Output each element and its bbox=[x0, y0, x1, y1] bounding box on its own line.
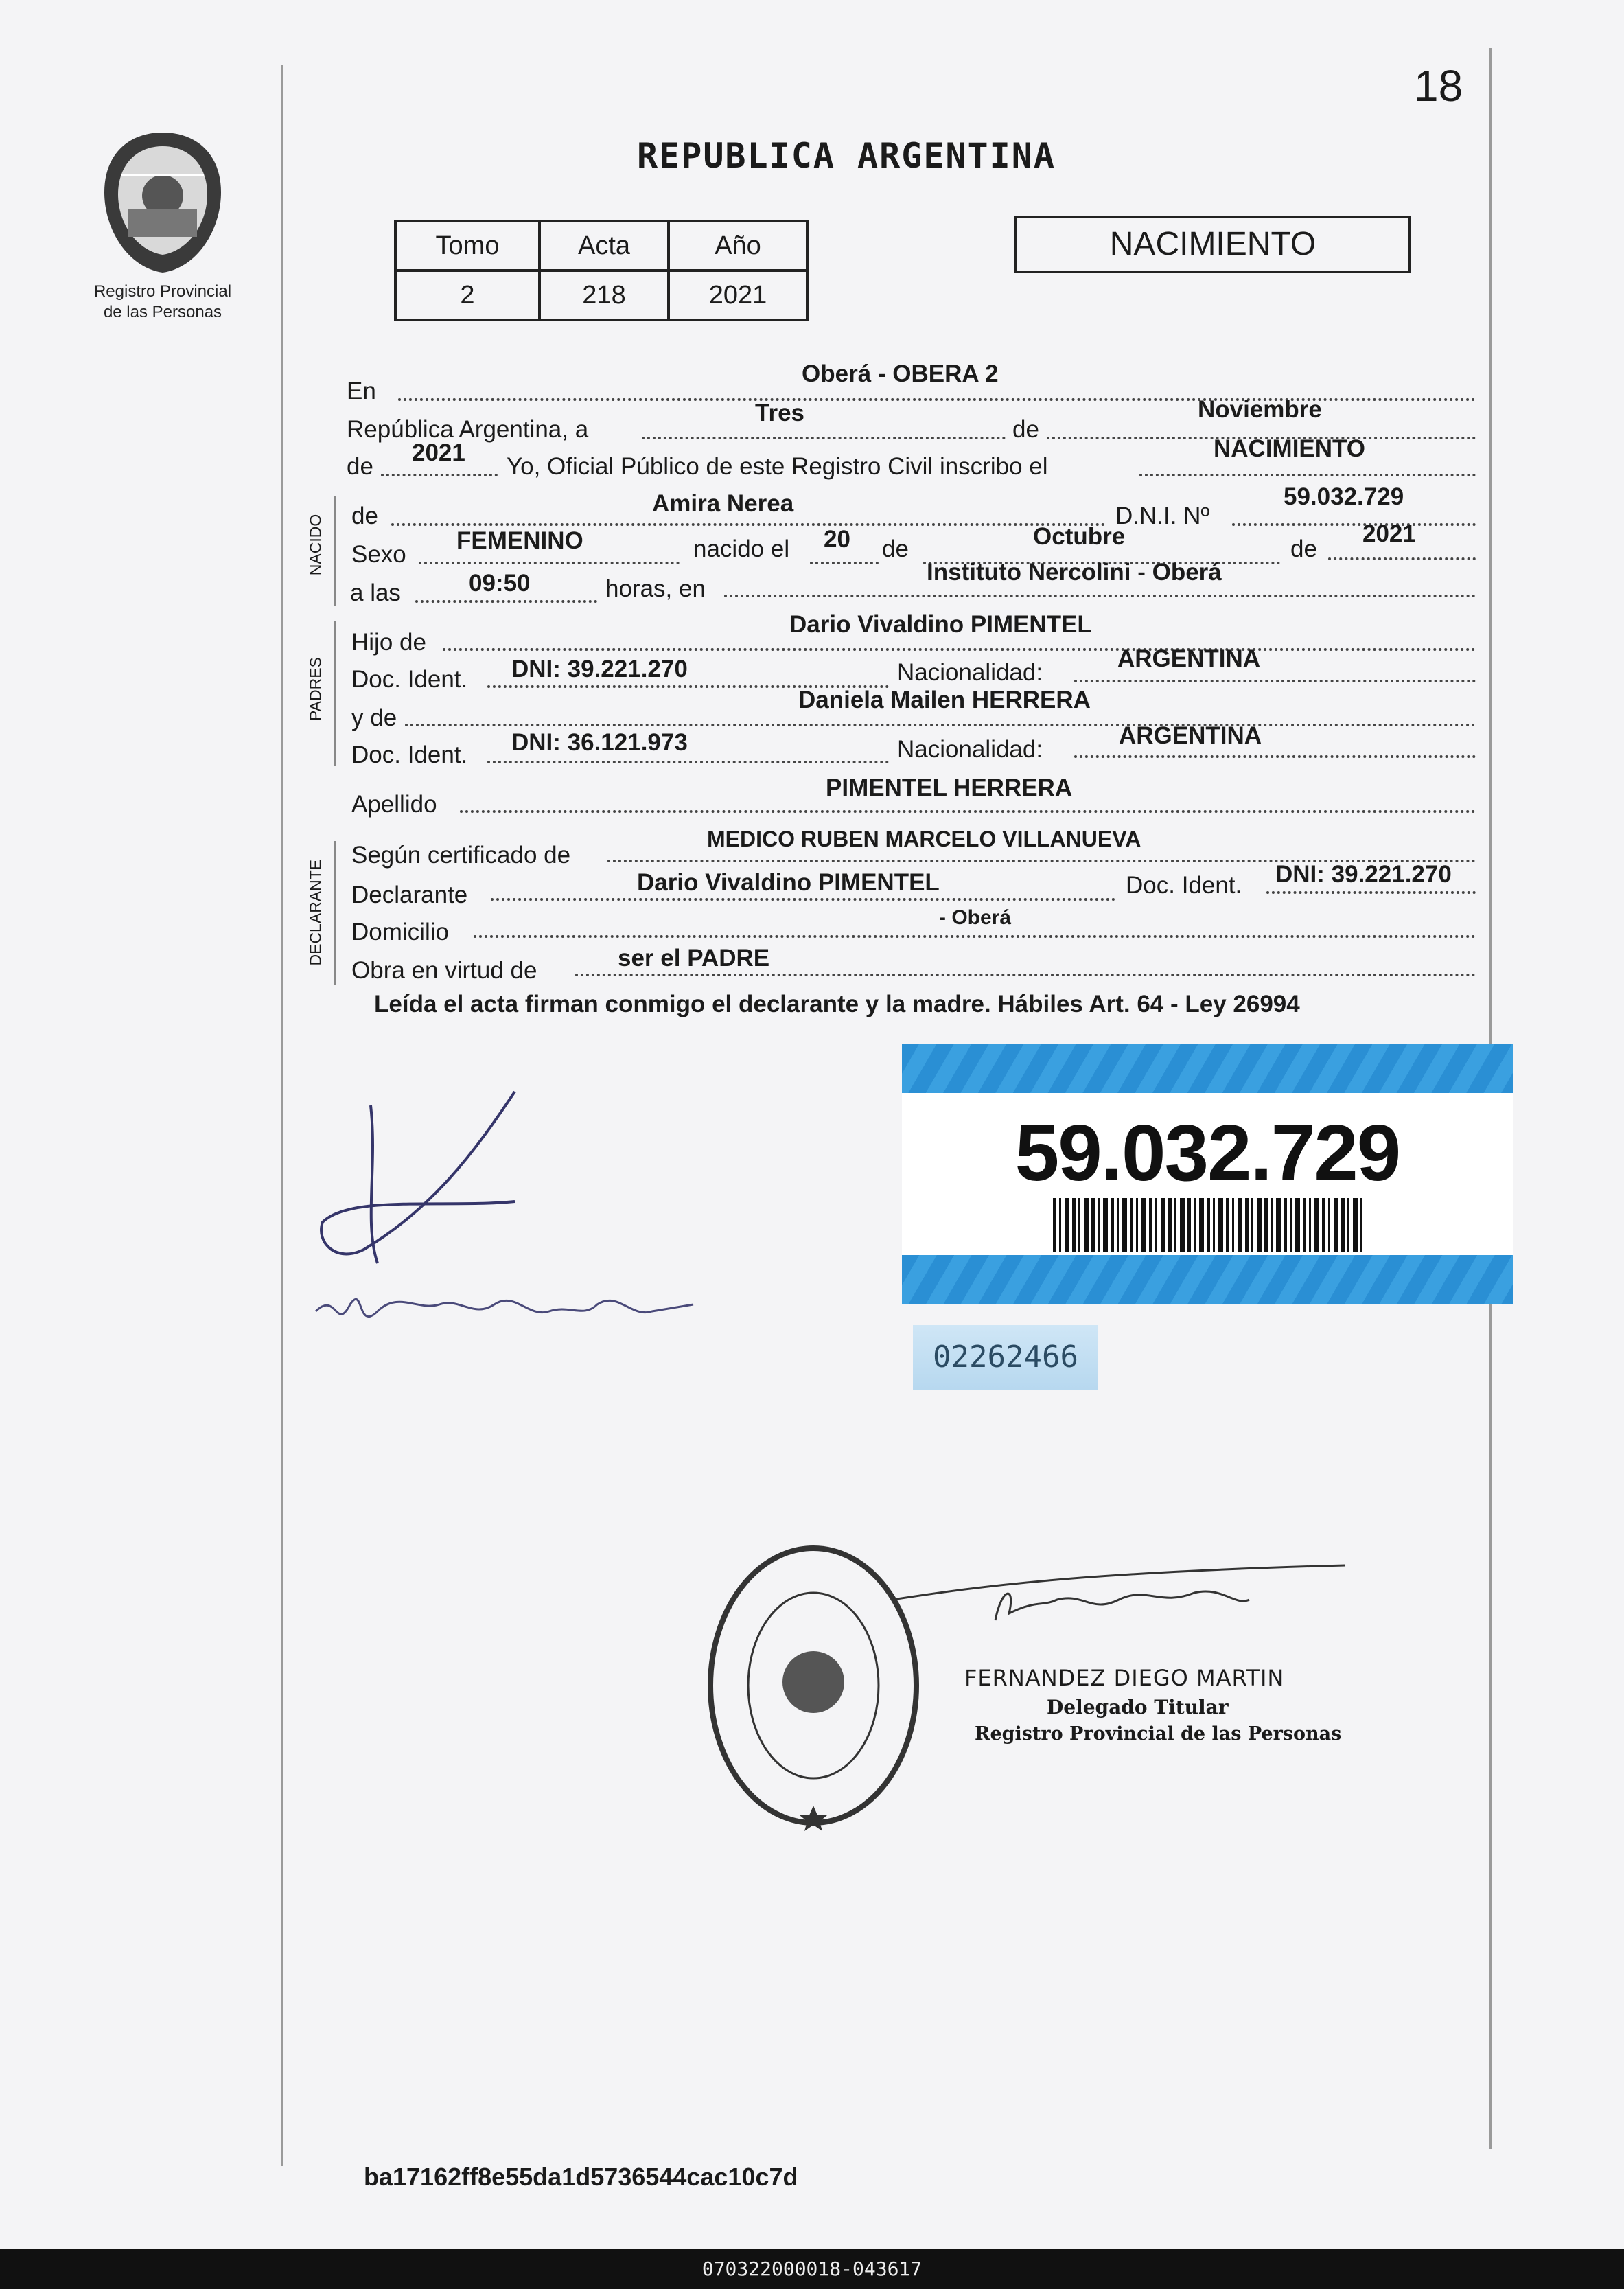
dots-declarante-doc bbox=[1266, 891, 1476, 894]
official-org: Registro Provincial de las Personas bbox=[975, 1723, 1342, 1745]
label-doc-ident-padre: Doc. Ident. bbox=[351, 666, 468, 693]
dots-madre-nac bbox=[1074, 755, 1476, 758]
label-de-mes: de bbox=[1012, 416, 1039, 443]
header-tomo: Tomo bbox=[395, 221, 540, 271]
label-horas-en: horas, en bbox=[605, 575, 706, 602]
logo-caption-2: de las Personas bbox=[103, 303, 222, 321]
value-declarante: Dario Vivaldino PIMENTEL bbox=[637, 869, 940, 896]
sticker-band-bottom bbox=[902, 1255, 1513, 1304]
nacido-bracket bbox=[334, 496, 336, 606]
left-margin-line bbox=[281, 65, 283, 2166]
dots-padre-nac bbox=[1074, 680, 1476, 682]
official-role: Delegado Titular bbox=[1047, 1696, 1229, 1718]
label-de-nac-mes: de bbox=[882, 536, 909, 562]
label-de-nombre: de bbox=[351, 503, 378, 529]
dots-madre bbox=[405, 724, 1476, 726]
label-declarante: Declarante bbox=[351, 882, 468, 908]
label-oficial: Yo, Oficial Público de este Registro Civil inscribo el bbox=[507, 453, 1048, 480]
document-hash: ba17162ff8e55da1d5736544cac10c7d bbox=[364, 2163, 798, 2191]
dots-domicilio bbox=[474, 935, 1476, 938]
dni-sticker bbox=[902, 1044, 1513, 1304]
value-dia: Tres bbox=[755, 400, 804, 426]
value-nac-anio: 2021 bbox=[1362, 520, 1416, 547]
serial-sticker: 02262466 bbox=[913, 1325, 1098, 1390]
value-padre-nac: ARGENTINA bbox=[1117, 645, 1261, 672]
value-anio: 2021 bbox=[412, 439, 465, 466]
label-hijo-de: Hijo de bbox=[351, 629, 426, 656]
label-doc-ident-declarante: Doc. Ident. bbox=[1126, 872, 1242, 899]
document-title: REPUBLICA ARGENTINA bbox=[637, 136, 1056, 176]
value-anio: 2021 bbox=[669, 271, 807, 320]
side-label-declarante: DECLARANTE bbox=[306, 859, 325, 966]
logo-caption-1: Registro Provincial bbox=[93, 282, 232, 301]
label-de-anio: de bbox=[347, 453, 373, 480]
value-hora: 09:50 bbox=[469, 570, 531, 597]
label-segun: Según certificado de bbox=[351, 842, 571, 869]
value-tomo: 2 bbox=[395, 271, 540, 320]
value-padre: Dario Vivaldino PIMENTEL bbox=[789, 611, 1092, 638]
label-republica: República Argentina, a bbox=[347, 416, 589, 443]
value-dni: 59.032.729 bbox=[1284, 483, 1404, 510]
dots-row4b bbox=[1232, 523, 1476, 526]
reference-table bbox=[394, 220, 809, 321]
value-mes: Noviembre bbox=[1198, 396, 1322, 423]
label-sexo: Sexo bbox=[351, 541, 406, 568]
label-a-las: a las bbox=[350, 579, 401, 606]
closing-note: Leída el acta firman conmigo el declarante y la madre. Hábiles Art. 64 - Ley 26994 bbox=[374, 991, 1300, 1017]
label-apellido: Apellido bbox=[351, 791, 437, 818]
header-anio: Año bbox=[669, 221, 807, 271]
label-nacionalidad-padre: Nacionalidad: bbox=[897, 659, 1043, 686]
value-inscribe: NACIMIENTO bbox=[1214, 435, 1366, 462]
side-label-padres: PADRES bbox=[306, 657, 325, 721]
dots-row5d bbox=[1328, 557, 1476, 560]
side-label-nacido: NACIDO bbox=[306, 514, 325, 576]
dots-row5b bbox=[810, 562, 879, 564]
official-signature bbox=[879, 1558, 1373, 1641]
value-nac-dia: 20 bbox=[824, 526, 850, 553]
sticker-number: 59.032.729 bbox=[1014, 1108, 1400, 1197]
value-declarante-doc: DNI: 39.221.270 bbox=[1275, 861, 1452, 888]
label-dni: D.N.I. Nº bbox=[1115, 503, 1210, 529]
label-y-de: y de bbox=[351, 704, 397, 731]
label-nacionalidad-madre: Nacionalidad: bbox=[897, 736, 1043, 763]
label-doc-ident-madre: Doc. Ident. bbox=[351, 741, 468, 768]
declarante-bracket bbox=[334, 841, 336, 985]
label-de-nac-anio: de bbox=[1290, 536, 1317, 562]
dots-row4a bbox=[391, 523, 1105, 526]
dots-row3a bbox=[381, 474, 498, 476]
handwritten-signatures bbox=[309, 1085, 762, 1373]
record-type-box: NACIMIENTO bbox=[1014, 216, 1411, 273]
value-sexo: FEMENINO bbox=[456, 527, 583, 554]
dots-row5a bbox=[419, 562, 680, 564]
footer-code-bar: 070322000018-043617 bbox=[0, 2249, 1624, 2289]
dots-row6a bbox=[415, 600, 597, 603]
label-domicilio: Domicilio bbox=[351, 919, 449, 945]
official-name: FERNANDEZ DIEGO MARTIN bbox=[964, 1665, 1285, 1691]
label-obra: Obra en virtud de bbox=[351, 957, 537, 984]
label-en: En bbox=[347, 378, 376, 404]
dots-padre bbox=[443, 648, 1476, 651]
dots-madre-doc bbox=[487, 761, 889, 763]
value-nac-mes: Octubre bbox=[1033, 523, 1126, 550]
value-madre-doc: DNI: 36.121.973 bbox=[511, 729, 688, 756]
page-number: 18 bbox=[1414, 61, 1463, 111]
dots-obra bbox=[575, 974, 1476, 976]
dots-row3b bbox=[1139, 474, 1476, 476]
header-acta: Acta bbox=[540, 221, 669, 271]
dots-apellido bbox=[460, 810, 1476, 813]
padres-bracket bbox=[334, 621, 336, 766]
value-lugar-nac: Instituto Nercolini - Oberá bbox=[927, 559, 1222, 586]
value-domicilio: - Oberá bbox=[939, 906, 1012, 929]
value-apellido: PIMENTEL HERRERA bbox=[826, 774, 1073, 801]
label-nacido-el: nacido el bbox=[693, 536, 790, 562]
dots-row6b bbox=[724, 595, 1476, 597]
sticker-band-top bbox=[902, 1044, 1513, 1093]
value-madre: Daniela Mailen HERRERA bbox=[798, 687, 1091, 713]
value-nombre: Amira Nerea bbox=[652, 490, 794, 517]
value-lugar: Oberá - OBERA 2 bbox=[802, 360, 999, 387]
value-padre-doc: DNI: 39.221.270 bbox=[511, 656, 688, 682]
dots-row2a bbox=[642, 437, 1006, 439]
dots-declarante bbox=[491, 898, 1115, 901]
value-acta: 218 bbox=[540, 271, 669, 320]
value-obra: ser el PADRE bbox=[618, 945, 770, 971]
value-madre-nac: ARGENTINA bbox=[1119, 722, 1262, 749]
value-certificado: MEDICO RUBEN MARCELO VILLANUEVA bbox=[707, 827, 1141, 851]
barcode-icon bbox=[1053, 1198, 1362, 1252]
